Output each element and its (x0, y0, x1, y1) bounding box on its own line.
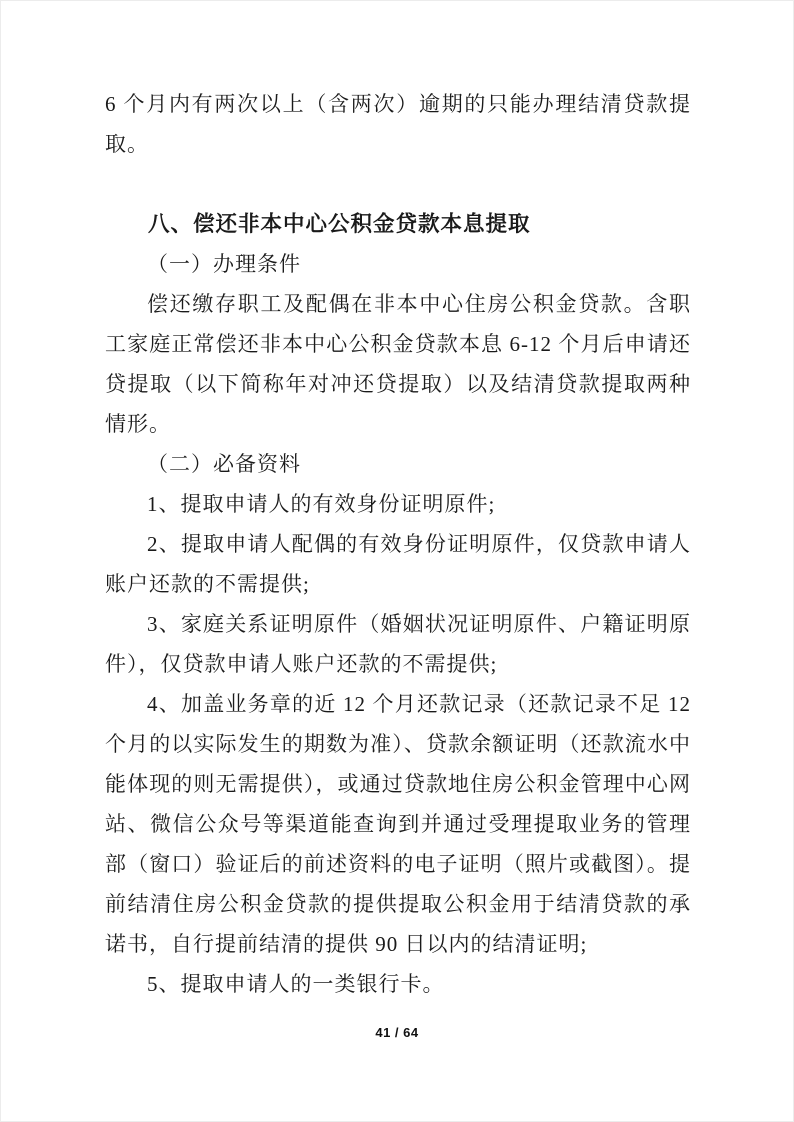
list-item-1: 1、提取申请人的有效身份证明原件; (147, 492, 496, 516)
page-number: 41 / 64 (375, 1025, 419, 1040)
subsection-1-title: （一）办理条件 (147, 252, 301, 276)
list-item-5: 5、提取申请人的一类银行卡。 (147, 972, 445, 996)
section-heading: 八、偿还非本中心公积金贷款本息提取 (148, 212, 531, 236)
subsection-2-title: （二）必备资料 (147, 452, 301, 476)
paragraph-continuation: 6 个月内有两次以上（含两次）逾期的只能办理结清贷款提取。 (105, 92, 691, 156)
page-body-text (105, 84, 691, 1004)
list-item-4: 4、加盖业务章的近 12 个月还款记录（还款记录不足 12 个月的以实际发生的期数为准）、贷款余额证明（还款流水中能体现的则无需提供），或通过贷款地住房公积金管理中心网站、微信公众号等渠道能查询到并通过受理提取业务的管理部（窗口）验证后的前述资料的电子证明（照片或截图）。提前结清住房公积金贷款的提供提取公积金用于结清贷款的承诺书，自行提前结清的提供 90 日以内的结清证明; (105, 692, 691, 956)
list-item-2: 2、提取申请人配偶的有效身份证明原件，仅贷款申请人账户还款的不需提供; (105, 532, 691, 596)
paragraph-conditions: 偿还缴存职工及配偶在非本中心住房公积金贷款。含职工家庭正常偿还非本中心公积金贷款本息 6-12 个月后申请还贷提取（以下简称年对冲还贷提取）以及结清贷款提取两种情形。 (105, 292, 691, 436)
list-item-3: 3、家庭关系证明原件（婚姻状况证明原件、户籍证明原件），仅贷款申请人账户还款的不需提供; (105, 612, 691, 676)
